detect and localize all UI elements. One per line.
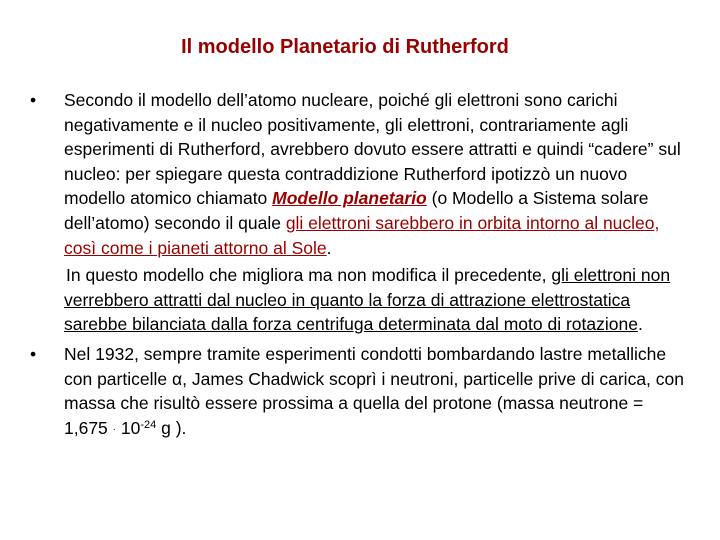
p2-text-c: .: [637, 314, 643, 335]
multiplication-dot: ·: [112, 423, 116, 435]
continuation-paragraph: [30, 263, 690, 337]
exponent: -24: [140, 418, 157, 431]
p1-text-e: .: [326, 237, 332, 258]
p3-text-c: 10: [116, 417, 141, 438]
slide-content: [30, 88, 690, 442]
orbit-statement: gli elettroni sarebbero in orbita intorno al nucleo, così come i pianeti attorno al Sole: [64, 212, 660, 258]
p1-text-a: Secondo il modello dell’atomo nucleare, poiché gli elettroni sono carichi negativamente e il nucleo positivamente, gli elettroni, contrariamente agli esperimenti di Rutherford, avrebbero dovuto essere attratti e quindi “cadere” sul nucleo: per spiegare questa contraddizione Rutherford ipotizzò un nuovo modello atomico chiamato: [64, 90, 681, 209]
bullet-item-chadwick: [30, 342, 690, 442]
alpha-symbol: α: [171, 368, 183, 389]
bullet-item-rutherford-model: [30, 88, 690, 260]
planetary-model-term: Modello planetario: [272, 188, 427, 209]
p2-text-a: In questo modello che migliora ma non modifica il precedente,: [66, 265, 552, 286]
p3-text-b: , James Chadwick scoprì i neutroni, particelle prive di carica, con massa che risultò essere prossima a quella del protone (massa neutrone = 1,675: [64, 368, 684, 438]
p3-text-a: Nel 1932, sempre tramite esperimenti condotti bombardando lastre metalliche con particelle: [64, 343, 667, 389]
slide-title: Il modello Planetario di Rutherford: [181, 36, 509, 58]
bullet-icon: •: [30, 90, 37, 110]
bullet-icon: •: [30, 343, 37, 364]
p3-text-d: g ).: [156, 417, 187, 438]
p1-text-c: (o Modello a Sistema solare dell’atomo) secondo il quale: [64, 188, 649, 233]
balance-statement: gli elettroni non verrebbero attratti dal nucleo in quanto la forza di attrazione elettrostatica sarebbe bilanciata dalla forza centrifuga determinata dal moto di rotazione: [64, 265, 671, 335]
